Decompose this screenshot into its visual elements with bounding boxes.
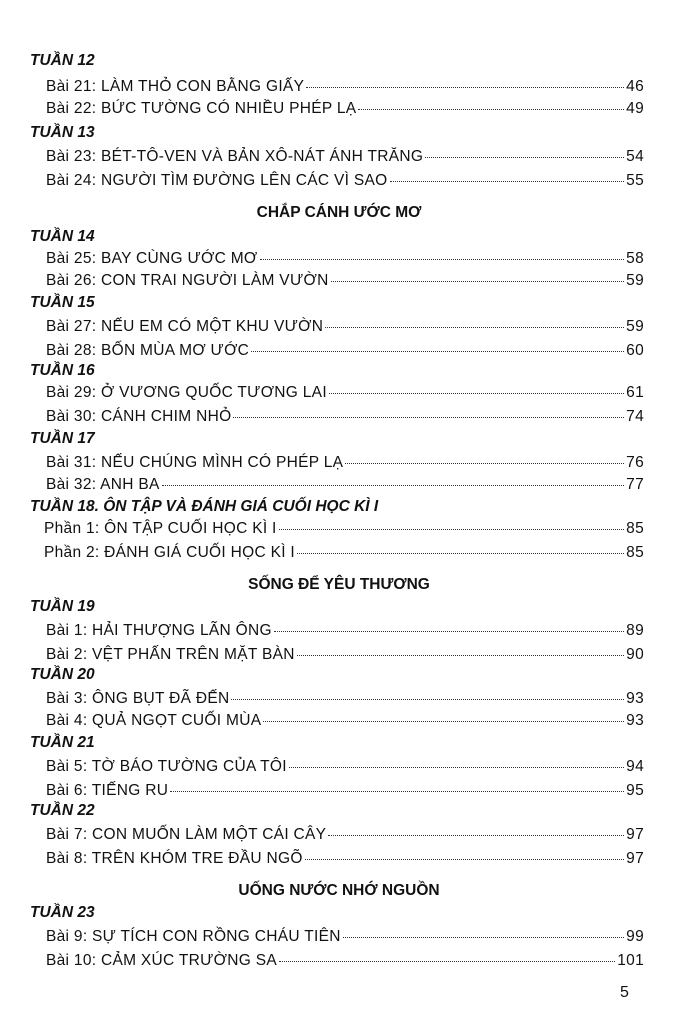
entry-page-number: 59 xyxy=(626,272,644,289)
week-heading: TUẦN 22 xyxy=(30,802,95,819)
week-heading: TUẦN 16 xyxy=(30,362,95,379)
toc-entry xyxy=(46,408,644,426)
dot-leader xyxy=(390,180,625,182)
dot-leader xyxy=(263,720,624,722)
entry-page-number: 97 xyxy=(626,850,644,867)
entry-page-number: 60 xyxy=(626,342,644,359)
toc-entry xyxy=(46,476,644,494)
entry-page-number: 55 xyxy=(626,172,644,189)
entry-title: Bài 6: TIẾNG RU xyxy=(46,782,169,799)
page-number: 5 xyxy=(620,984,629,1001)
entry-page-number: 93 xyxy=(626,690,644,707)
week-heading: TUẦN 20 xyxy=(30,666,95,683)
entry-page-number: 85 xyxy=(626,520,644,537)
entry-title: Bài 10: CẢM XÚC TRƯỜNG SA xyxy=(46,952,277,969)
toc-entry xyxy=(46,622,644,640)
toc-entry xyxy=(46,272,644,290)
toc-entry xyxy=(46,318,644,336)
section-title: SỐNG ĐỂ YÊU THƯƠNG xyxy=(248,576,430,593)
toc-entry xyxy=(46,250,644,268)
dot-leader xyxy=(289,766,624,768)
entry-page-number: 46 xyxy=(626,78,644,95)
section-title: UỐNG NƯỚC NHỚ NGUỒN xyxy=(238,882,440,899)
entry-page-number: 89 xyxy=(626,622,644,639)
dot-leader xyxy=(170,790,624,792)
entry-page-number: 49 xyxy=(626,100,644,117)
toc-entry xyxy=(46,384,644,402)
dot-leader xyxy=(325,326,624,328)
dot-leader xyxy=(305,858,624,860)
entry-title: Bài 32: ANH BA xyxy=(46,476,160,493)
entry-page-number: 59 xyxy=(626,318,644,335)
week-heading: TUẦN 21 xyxy=(30,734,95,751)
entry-title: Bài 22: BỨC TƯỜNG CÓ NHIỀU PHÉP LẠ xyxy=(46,100,357,117)
dot-leader xyxy=(274,630,624,632)
week-heading: TUẦN 18. ÔN TẬP VÀ ĐÁNH GIÁ CUỐI HỌC KÌ I xyxy=(30,498,379,515)
dot-leader xyxy=(306,86,624,88)
toc-entry xyxy=(46,826,644,844)
toc-entry xyxy=(46,952,644,970)
dot-leader xyxy=(343,936,624,938)
entry-page-number: 97 xyxy=(626,826,644,843)
entry-title: Bài 31: NẾU CHÚNG MÌNH CÓ PHÉP LẠ xyxy=(46,454,344,471)
toc-entry xyxy=(46,342,644,360)
entry-title: Bài 8: TRÊN KHÓM TRE ĐẦU NGÕ xyxy=(46,850,303,867)
entry-title: Bài 7: CON MUỐN LÀM MỘT CÁI CÂY xyxy=(46,826,327,843)
week-heading: TUẦN 19 xyxy=(30,598,95,615)
dot-leader xyxy=(425,156,624,158)
dot-leader xyxy=(251,350,624,352)
dot-leader xyxy=(162,484,625,486)
entry-title: Bài 24: NGƯỜI TÌM ĐƯỜNG LÊN CÁC VÌ SAO xyxy=(46,172,388,189)
entry-page-number: 99 xyxy=(626,928,644,945)
entry-title: Bài 30: CÁNH CHIM NHỎ xyxy=(46,408,232,425)
toc-entry xyxy=(46,148,644,166)
week-heading: TUẦN 17 xyxy=(30,430,95,447)
toc-entry xyxy=(46,646,644,664)
dot-leader xyxy=(297,654,624,656)
entry-page-number: 93 xyxy=(626,712,644,729)
toc-entry xyxy=(44,544,644,562)
entry-page-number: 95 xyxy=(626,782,644,799)
dot-leader xyxy=(279,960,615,962)
entry-page-number: 94 xyxy=(626,758,644,775)
toc-entry xyxy=(46,454,644,472)
entry-title: Phần 1: ÔN TẬP CUỐI HỌC KÌ I xyxy=(44,520,277,537)
toc-entry xyxy=(46,690,644,708)
week-heading: TUẦN 14 xyxy=(30,228,95,245)
entry-title: Bài 3: ÔNG BỤT ĐÃ ĐẾN xyxy=(46,690,230,707)
week-heading: TUẦN 12 xyxy=(30,52,95,69)
entry-page-number: 101 xyxy=(617,952,644,969)
toc-entry xyxy=(44,520,644,538)
entry-title: Bài 21: LÀM THỎ CON BẰNG GIẤY xyxy=(46,78,305,95)
entry-title: Bài 29: Ở VƯƠNG QUỐC TƯƠNG LAI xyxy=(46,384,327,401)
toc-entry xyxy=(46,172,644,190)
entry-title: Bài 28: BỐN MÙA MƠ ƯỚC xyxy=(46,342,250,359)
entry-page-number: 58 xyxy=(626,250,644,267)
week-heading: TUẦN 15 xyxy=(30,294,95,311)
week-heading: TUẦN 23 xyxy=(30,904,95,921)
dot-leader xyxy=(328,834,624,836)
dot-leader xyxy=(331,280,625,282)
toc-entry xyxy=(46,100,644,118)
entry-title: Bài 27: NẾU EM CÓ MỘT KHU VƯỜN xyxy=(46,318,324,335)
entry-page-number: 85 xyxy=(626,544,644,561)
section-title: CHẮP CÁNH ƯỚC MƠ xyxy=(256,204,422,221)
entry-title: Bài 5: TỜ BÁO TƯỜNG CỦA TÔI xyxy=(46,758,287,775)
toc-entry xyxy=(46,928,644,946)
toc-entry xyxy=(46,782,644,800)
entry-page-number: 76 xyxy=(626,454,644,471)
dot-leader xyxy=(231,698,624,700)
dot-leader xyxy=(233,416,624,418)
toc-entry xyxy=(46,78,644,96)
entry-page-number: 74 xyxy=(626,408,644,425)
dot-leader xyxy=(260,258,625,260)
entry-title: Bài 2: VỆT PHẤN TRÊN MẶT BÀN xyxy=(46,646,295,663)
dot-leader xyxy=(279,528,625,530)
entry-title: Bài 25: BAY CÙNG ƯỚC MƠ xyxy=(46,250,258,267)
dot-leader xyxy=(297,552,624,554)
toc-entry xyxy=(46,712,644,730)
dot-leader xyxy=(345,462,624,464)
entry-page-number: 61 xyxy=(626,384,644,401)
week-heading: TUẦN 13 xyxy=(30,124,95,141)
entry-title: Bài 23: BÉT-TÔ-VEN VÀ BẢN XÔ-NÁT ÁNH TRĂNG xyxy=(46,148,424,165)
entry-title: Bài 9: SỰ TÍCH CON RỒNG CHÁU TIÊN xyxy=(46,928,341,945)
entry-title: Bài 4: QUẢ NGỌT CUỐI MÙA xyxy=(46,712,262,729)
entry-page-number: 54 xyxy=(626,148,644,165)
entry-title: Bài 1: HẢI THƯỢNG LÃN ÔNG xyxy=(46,622,272,639)
dot-leader xyxy=(358,108,624,110)
entry-title: Bài 26: CON TRAI NGƯỜI LÀM VƯỜN xyxy=(46,272,329,289)
entry-title: Phần 2: ĐÁNH GIÁ CUỐI HỌC KÌ I xyxy=(44,544,296,561)
entry-page-number: 90 xyxy=(626,646,644,663)
dot-leader xyxy=(329,392,624,394)
toc-entry xyxy=(46,758,644,776)
toc-entry xyxy=(46,850,644,868)
entry-page-number: 77 xyxy=(626,476,644,493)
